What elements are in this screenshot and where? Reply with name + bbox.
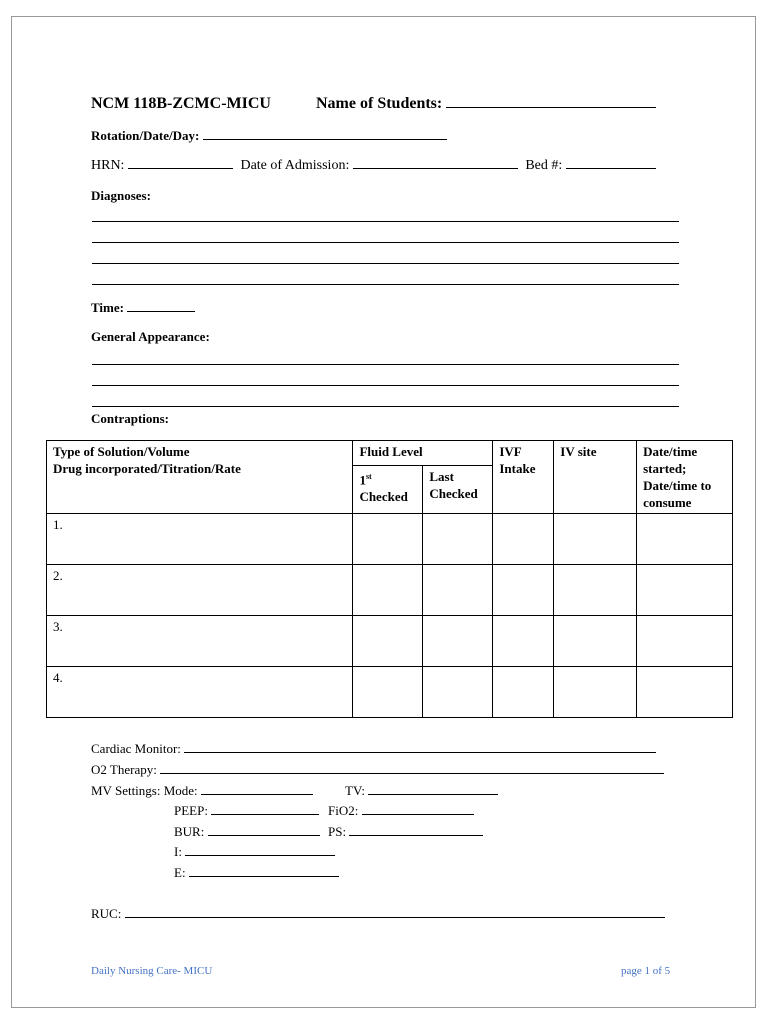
table-row bbox=[47, 667, 733, 718]
header-datetime bbox=[637, 441, 733, 514]
diagnoses-label: Diagnoses: bbox=[91, 188, 151, 203]
mv-settings-row bbox=[91, 783, 313, 799]
diagnoses-line[interactable] bbox=[92, 221, 679, 222]
ps-blank[interactable] bbox=[349, 834, 483, 836]
table-cell[interactable] bbox=[423, 565, 493, 616]
bur-label: BUR: bbox=[174, 824, 205, 839]
time-label: Time: bbox=[91, 300, 124, 315]
table-cell[interactable] bbox=[637, 514, 733, 565]
tv-blank[interactable] bbox=[368, 793, 498, 795]
rotation-field bbox=[91, 128, 447, 144]
table-cell[interactable] bbox=[353, 667, 423, 718]
ps-field bbox=[328, 824, 483, 840]
tv-label: TV: bbox=[345, 783, 365, 798]
document-page bbox=[11, 16, 756, 1008]
peep-blank[interactable] bbox=[211, 813, 319, 815]
diagnoses-line[interactable] bbox=[92, 242, 679, 243]
header-ivf: IVF bbox=[499, 444, 522, 459]
table-cell[interactable] bbox=[493, 616, 554, 667]
mv-label: MV Settings: bbox=[91, 783, 161, 798]
fio2-field bbox=[328, 803, 474, 819]
table-cell[interactable] bbox=[493, 667, 554, 718]
table-cell[interactable] bbox=[637, 667, 733, 718]
header-iv-site: IV site bbox=[554, 441, 637, 514]
header-solution-line: Drug incorporated/Titration/Rate bbox=[53, 461, 241, 476]
bur-field bbox=[174, 824, 320, 840]
cardiac-label: Cardiac Monitor: bbox=[91, 741, 181, 756]
peep-label: PEEP: bbox=[174, 803, 208, 818]
header-ivf-intake bbox=[493, 441, 554, 514]
e-field bbox=[174, 865, 339, 881]
ps-label: PS: bbox=[328, 824, 347, 839]
time-field bbox=[91, 300, 195, 316]
o2-blank[interactable] bbox=[160, 772, 664, 774]
table-header-row bbox=[47, 441, 733, 466]
ruc-field bbox=[91, 906, 665, 922]
header-datetime-line: consume bbox=[643, 495, 692, 510]
table-cell[interactable] bbox=[554, 514, 637, 565]
footer-page-number: page 1 of 5 bbox=[621, 965, 671, 977]
last-checked: Checked bbox=[429, 486, 478, 501]
last-label: Last bbox=[429, 469, 454, 484]
row-number: 1. bbox=[47, 514, 353, 565]
e-label: E: bbox=[174, 865, 186, 880]
mode-blank[interactable] bbox=[201, 793, 313, 795]
table-cell[interactable] bbox=[554, 616, 637, 667]
header-datetime-line: started; bbox=[643, 461, 687, 476]
tv-field bbox=[345, 783, 498, 799]
i-field bbox=[174, 844, 335, 860]
rotation-blank[interactable] bbox=[203, 138, 447, 140]
bur-blank[interactable] bbox=[208, 834, 320, 836]
rotation-label: Rotation/Date/Day: bbox=[91, 128, 200, 143]
iv-fluid-table bbox=[46, 440, 733, 718]
table-cell[interactable] bbox=[637, 565, 733, 616]
bed-blank[interactable] bbox=[566, 167, 656, 169]
footer-left: Daily Nursing Care- MICU bbox=[91, 965, 213, 977]
students-field bbox=[316, 95, 656, 113]
mode-label: Mode: bbox=[163, 783, 198, 798]
course-code: NCM 118B-ZCMC-MICU bbox=[91, 95, 271, 112]
i-blank[interactable] bbox=[185, 854, 335, 856]
header-datetime-line: Date/time to bbox=[643, 478, 712, 493]
students-label: Name of Students: bbox=[316, 95, 443, 112]
table-row bbox=[47, 514, 733, 565]
row-number: 3. bbox=[47, 616, 353, 667]
table-row bbox=[47, 565, 733, 616]
general-appearance-label: General Appearance: bbox=[91, 329, 210, 344]
fio2-blank[interactable] bbox=[362, 813, 474, 815]
i-label: I: bbox=[174, 844, 182, 859]
course-title bbox=[91, 95, 271, 113]
table-cell[interactable] bbox=[554, 667, 637, 718]
admission-blank[interactable] bbox=[353, 167, 518, 169]
hrn-row bbox=[91, 158, 656, 174]
table-cell[interactable] bbox=[353, 514, 423, 565]
o2-therapy-field bbox=[91, 762, 664, 778]
row-number: 4. bbox=[47, 667, 353, 718]
appearance-line[interactable] bbox=[92, 385, 679, 386]
table-row bbox=[47, 616, 733, 667]
table-cell[interactable] bbox=[423, 514, 493, 565]
bed-label: Bed #: bbox=[525, 158, 563, 173]
first-base: 1 bbox=[359, 472, 366, 488]
table-cell[interactable] bbox=[353, 565, 423, 616]
time-blank[interactable] bbox=[127, 310, 195, 312]
e-blank[interactable] bbox=[189, 875, 339, 877]
hrn-label: HRN: bbox=[91, 158, 125, 173]
first-checked: Checked bbox=[359, 489, 408, 505]
o2-label: O2 Therapy: bbox=[91, 762, 157, 777]
header-fluid-level: Fluid Level bbox=[353, 441, 493, 466]
header-solution bbox=[47, 441, 353, 514]
header-intake: Intake bbox=[499, 461, 536, 476]
first-sup: st bbox=[365, 472, 372, 481]
diagnoses-line[interactable] bbox=[92, 284, 679, 285]
students-blank[interactable] bbox=[446, 106, 656, 108]
hrn-blank[interactable] bbox=[128, 167, 233, 169]
appearance-line[interactable] bbox=[92, 406, 679, 407]
appearance-line[interactable] bbox=[92, 364, 679, 365]
peep-field bbox=[174, 803, 319, 819]
table-cell[interactable] bbox=[353, 616, 423, 667]
table-cell[interactable] bbox=[493, 565, 554, 616]
table-cell[interactable] bbox=[423, 667, 493, 718]
header-last-checked bbox=[423, 466, 493, 514]
cardiac-monitor-field bbox=[91, 741, 656, 757]
contraptions-label: Contraptions: bbox=[91, 411, 170, 426]
row-number: 2. bbox=[47, 565, 353, 616]
table-cell[interactable] bbox=[423, 616, 493, 667]
fio2-label: FiO2: bbox=[328, 803, 359, 818]
ruc-label: RUC: bbox=[91, 906, 122, 921]
table-cell[interactable] bbox=[554, 565, 637, 616]
table-cell[interactable] bbox=[637, 616, 733, 667]
header-first-checked bbox=[353, 466, 423, 514]
header-datetime-line: Date/time bbox=[643, 444, 698, 459]
admission-label: Date of Admission: bbox=[240, 158, 350, 173]
header-solution-line: Type of Solution/Volume bbox=[53, 444, 190, 459]
ruc-blank[interactable] bbox=[125, 916, 665, 918]
diagnoses-line[interactable] bbox=[92, 263, 679, 264]
table-cell[interactable] bbox=[493, 514, 554, 565]
cardiac-blank[interactable] bbox=[184, 751, 656, 753]
